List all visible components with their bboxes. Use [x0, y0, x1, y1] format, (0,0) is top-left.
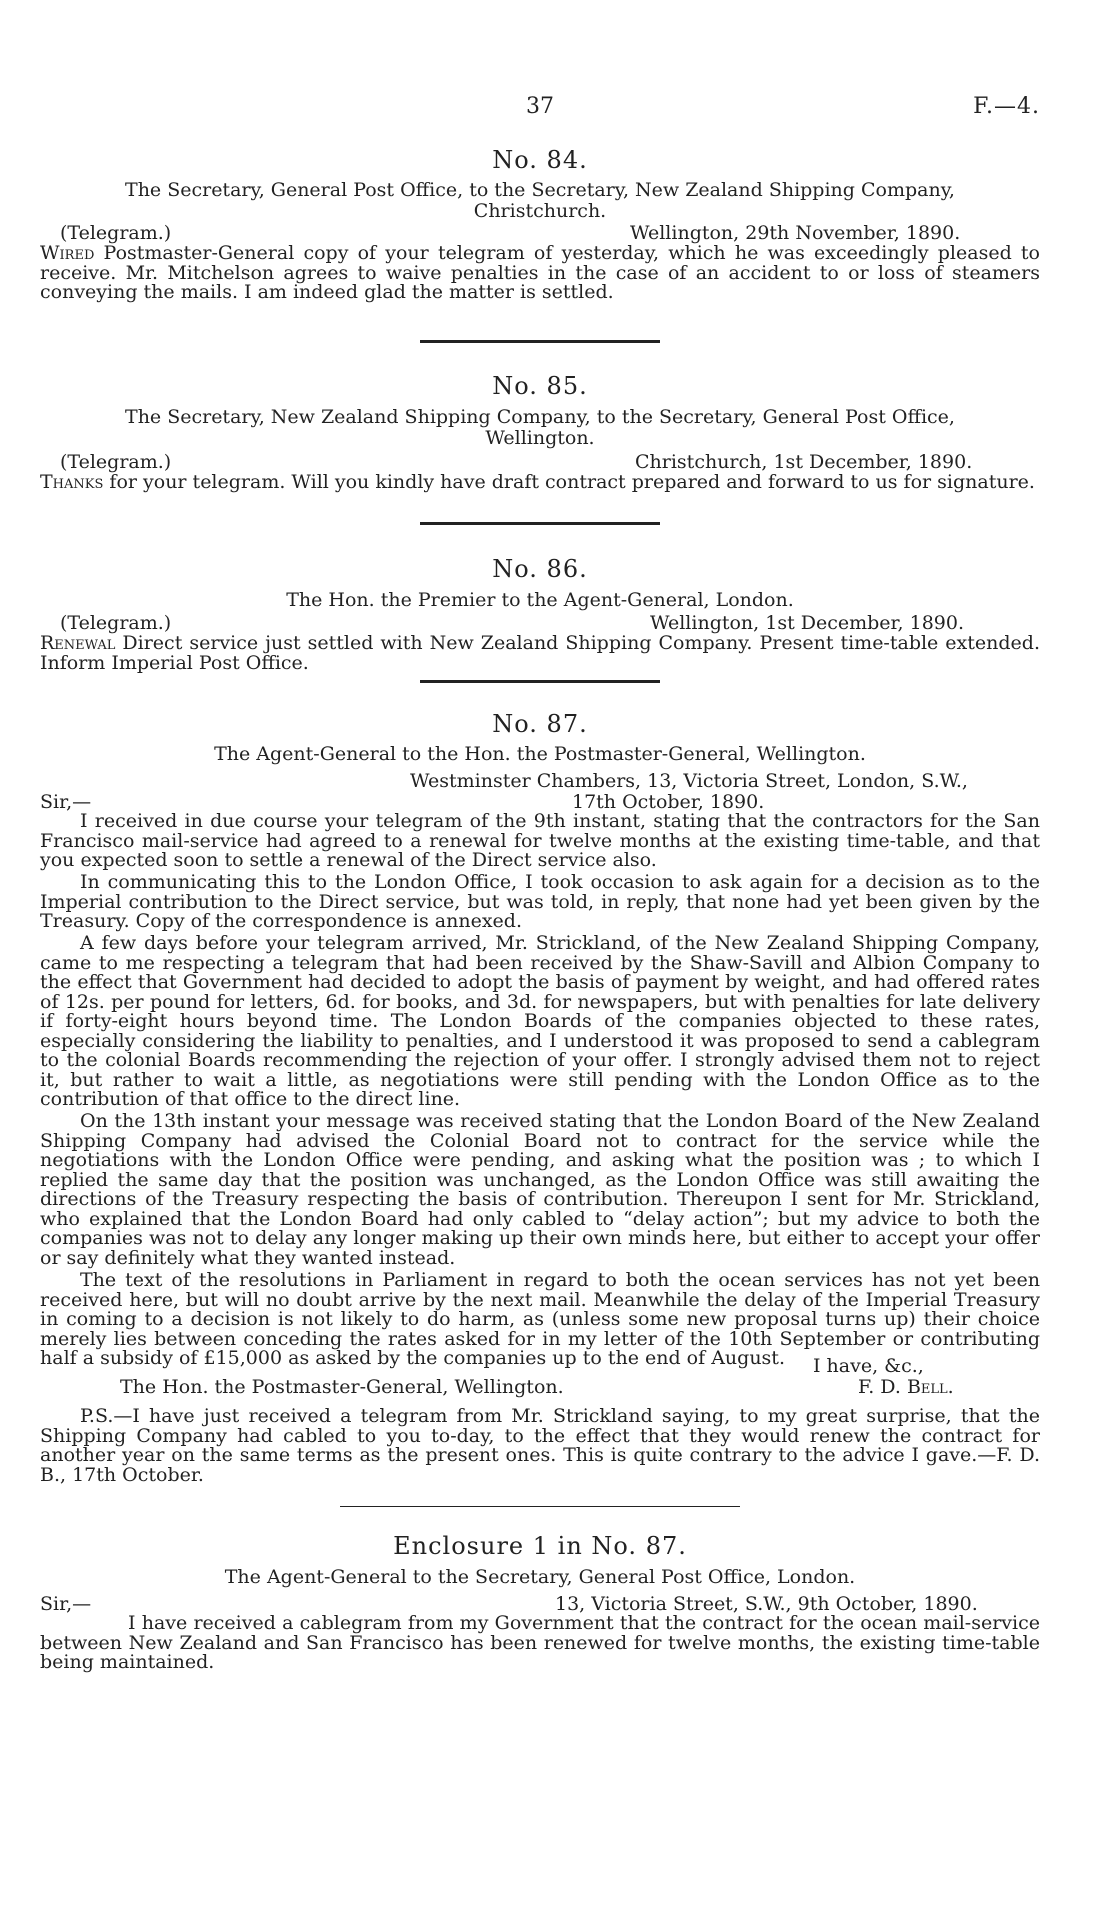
divider-rule: [420, 522, 660, 525]
doc87-signature: F. D. Bell.: [858, 1376, 954, 1398]
doc84-lead-word: Wired: [40, 242, 95, 264]
enclosure-heading: [40, 1567, 1040, 1588]
doc84-body: [40, 244, 1040, 303]
doc87-heading-line1: The Agent-General to the Hon. the Postmaster-General, Wellington.: [214, 743, 866, 765]
doc87-paragraph: The text of the resolutions in Parliament in regard to both the ocean services has not yet been received here, but will no doubt arrive by the next mail. Meanwhile the delay of the Imperial Treasury in coming to a decision is not likely to do harm, as (unless some new proposal turns up) their choice merely lies between conceding the rates asked for in my letter of the 10th September or contributing half a subsidy of £15,000 as asked by the companies up to the end of August.: [40, 1269, 1040, 1369]
doc84-body-text: Postmaster-General copy of your telegram of yesterday, which he was exceedingly pleased to receive. Mr. Mitchelson agrees to waive penalties in the case of an accident to or loss of steamers conveying the mails. I am indeed glad the matter is settled.: [40, 242, 1040, 303]
doc87-number: No. 87.: [492, 710, 588, 738]
enclosure-address-date: 13, Victoria Street, S.W., 9th October, 1890.: [555, 1593, 978, 1615]
doc85-body: [40, 473, 1040, 493]
doc86-lead-word: Renewal: [40, 632, 116, 654]
doc85-place-date: Christchurch, 1st December, 1890.: [635, 451, 973, 473]
doc86-heading: [40, 590, 1040, 611]
doc87-heading: [40, 744, 1040, 765]
divider-rule: [420, 680, 660, 683]
doc86-heading-line1: The Hon. the Premier to the Agent-General, London.: [286, 589, 794, 611]
doc87-closing: I have, &c.,: [813, 1355, 924, 1377]
doc87-paragraph: In communicating this to the London Office, I took occasion to ask again for a decision as to the Imperial contribution to the Direct service, but was told, in reply, that none had yet been given by the Treasury. Copy of the correspondence is annexed.: [40, 871, 1040, 932]
doc86-number: No. 86.: [492, 555, 588, 583]
document-page: [40, 0, 1040, 1918]
doc87-postscript: P.S.—I have just received a telegram from Mr. Strickland saying, to my great surprise, that the Shipping Company had cabled to you to-day, to the effect that they would renew the contract for another year on the same terms as the present ones. This is quite contrary to the advice I gave.—F. D. B., 17th October.: [40, 1405, 1040, 1486]
enclosure-salutation: Sir,—: [40, 1593, 92, 1615]
doc85-heading-line2: Wellington.: [485, 427, 595, 449]
doc86-body-text: Direct service just settled with New Zealand Shipping Company. Present time-table extended. Inform Imperial Post Office.: [40, 632, 1040, 674]
doc85-heading-line1: The Secretary, New Zealand Shipping Company, to the Secretary, General Post Office,: [125, 406, 955, 428]
doc87-paragraph: I received in due course your telegram of the 9th instant, stating that the contractors for the San Francisco mail-service had agreed to a renewal for twelve months at the existing time-table, and that you expected soon to settle a renewal of the Direct service also.: [40, 810, 1040, 871]
doc85-number: No. 85.: [492, 372, 588, 400]
doc87-addressee: The Hon. the Postmaster-General, Wellington.: [120, 1376, 564, 1398]
doc84-heading-line1: The Secretary, General Post Office, to the Secretary, New Zealand Shipping Company,: [125, 179, 955, 201]
enclosure-body: I have received a cablegram from my Government that the contract for the ocean mail-service between New Zealand and San Francisco has been renewed for twelve months, the existing time-table being maintained.: [40, 1612, 1040, 1673]
doc86-place-date: Wellington, 1st December, 1890.: [650, 612, 965, 634]
doc87-date: 17th October, 1890.: [572, 791, 765, 813]
divider-rule: [420, 340, 660, 343]
doc87-paragraph: A few days before your telegram arrived, Mr. Strickland, of the New Zealand Shipping Company, came to me respecting a telegram that had been received by the Shaw-Savill and Albion Company to the effect that Government had decided to adopt the basis of payment by weight, and had offered rates of 12s. per pound for letters, 6d. for books, and 3d. for newspapers, but with penalties for late delivery if forty-eight hours beyond time. The London Boards of the companies objected to these rates, especially considering the liability to penalties, and I understood it was proposed to send a cablegram to the colonial Boards recommending the rejection of your offer. I strongly advised them not to reject it, but rather to wait a little, as negotiations were still pending with the London Office as to the contribution of that office to the direct line.: [40, 932, 1040, 1110]
doc84-place-date: Wellington, 29th November, 1890.: [630, 222, 961, 244]
enclosure-heading-line1: The Agent-General to the Secretary, General Post Office, London.: [224, 1566, 856, 1588]
doc85-lead-word: Thanks: [40, 471, 104, 493]
doc84-number: No. 84.: [492, 146, 588, 174]
doc86-type: (Telegram.): [60, 612, 172, 634]
document-reference: F.—4.: [973, 94, 1040, 119]
enclosure-title: Enclosure 1 in No. 87.: [393, 1532, 687, 1560]
page-number: 37: [526, 94, 554, 119]
doc85-type: (Telegram.): [60, 451, 172, 473]
doc87-paragraph: On the 13th instant your message was received stating that the London Board of the New Zealand Shipping Company had advised the Colonial Board not to contract for the service while the negotiations with the London Office were pending, and asking what the position was ; to which I replied the same day that the position was unchanged, as the London Office was still awaiting the directions of the Treasury respecting the basis of contribution. Thereupon I sent for Mr. Strickland, who explained that the London Board had only cabled to “delay action”; but my advice to both the companies was not to delay any longer making up their own minds here, but either to accept your offer or say definitely what they wanted instead.: [40, 1110, 1040, 1269]
doc84-type: (Telegram.): [60, 222, 172, 244]
doc86-body: [40, 634, 1040, 673]
doc87-salutation: Sir,—: [40, 791, 92, 813]
doc85-heading: [40, 407, 1040, 449]
doc85-body-text: for your telegram. Will you kindly have draft contract prepared and forward to us for signature.: [103, 471, 1035, 493]
doc84-heading: [40, 180, 1040, 222]
doc87-address: Westminster Chambers, 13, Victoria Street, London, S.W.,: [410, 770, 968, 792]
doc84-heading-line2: Christchurch.: [473, 200, 607, 222]
divider-rule: [340, 1506, 740, 1507]
